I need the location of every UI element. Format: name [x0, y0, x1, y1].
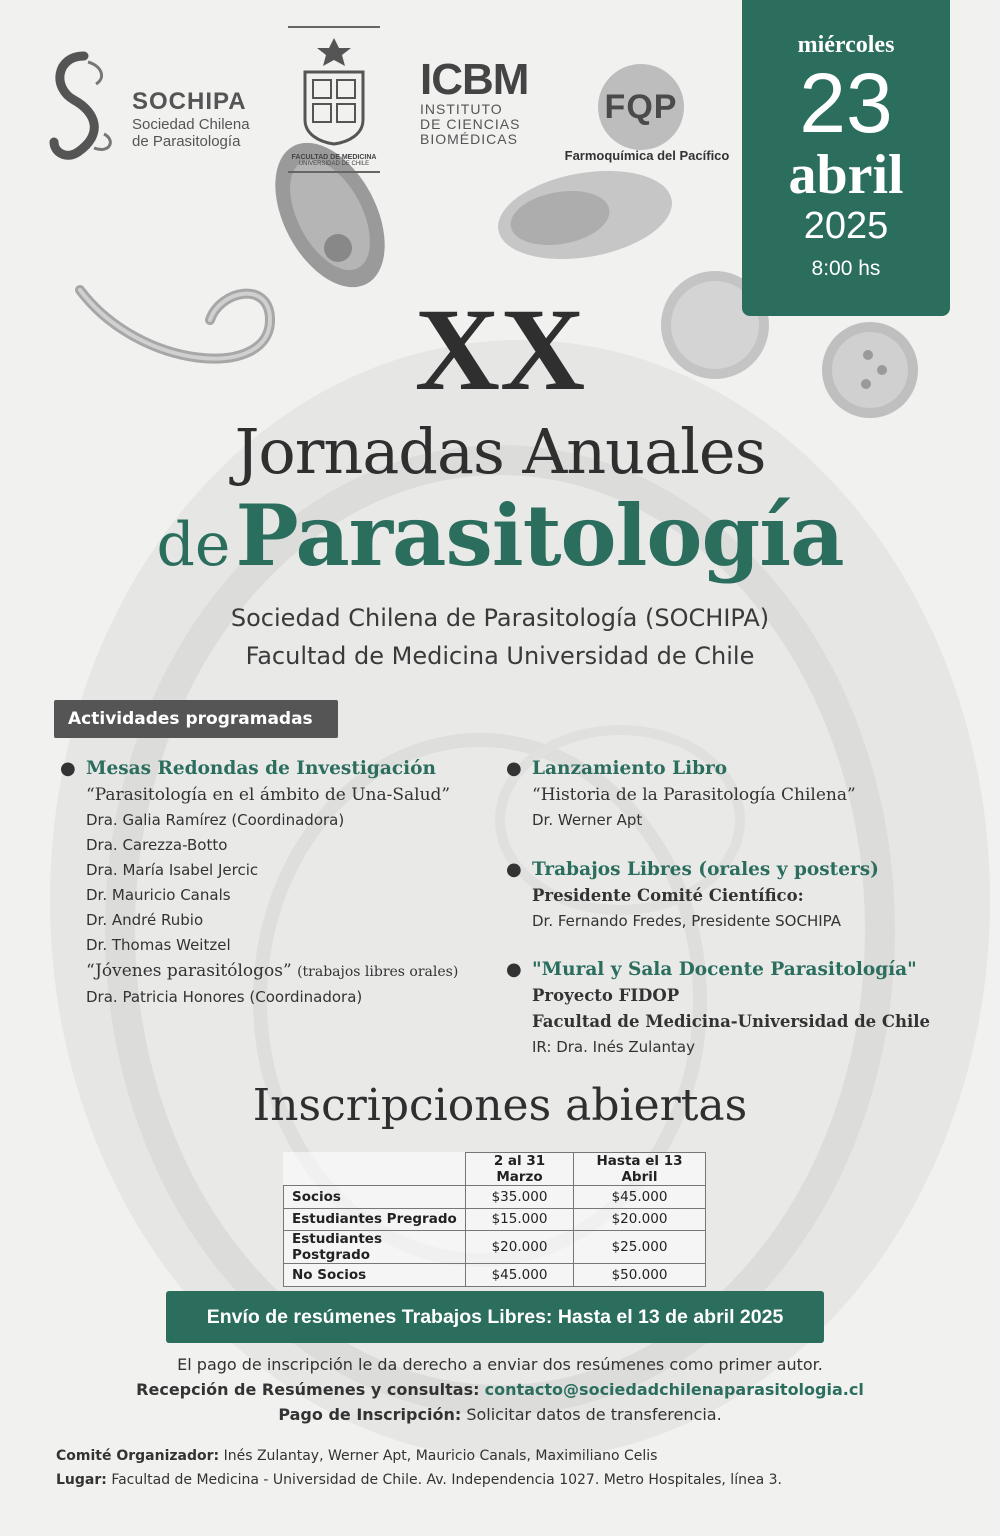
quote-note: (trabajos libres orales): [297, 964, 459, 980]
footer-comite: [56, 1448, 657, 1464]
activity-mesas: [60, 756, 459, 1010]
organizer-line-2: Facultad de Medicina Universidad de Chile: [245, 642, 755, 670]
edition-number: XX: [414, 284, 586, 415]
activity-line: Proyecto FIDOP: [532, 986, 680, 1005]
lugar-label: Lugar:: [56, 1472, 107, 1488]
row-label: No Socios: [284, 1264, 466, 1287]
sochipa-line1: Sociedad Chilena: [132, 116, 250, 133]
date-year: 2025: [803, 205, 889, 247]
bullet: ●: [506, 959, 522, 980]
facultad-sub: UNIVERSIDAD DE CHILE: [298, 161, 370, 167]
icbm-line2: DE CIENCIAS: [420, 116, 521, 132]
column-header: Hasta el 13 Abril: [574, 1153, 706, 1186]
contact-email-link[interactable]: contacto@sociedadchilenaparasitologia.cl: [484, 1380, 864, 1399]
footer-lugar: [56, 1472, 782, 1488]
event-date-box: [742, 0, 950, 316]
icbm-mark: ICBM: [420, 55, 529, 104]
bullet: ●: [506, 758, 522, 779]
date-weekday: miércoles: [797, 32, 895, 58]
fee-value: $20.000: [466, 1231, 574, 1264]
fee-table: [283, 1152, 706, 1287]
pago-text: Solicitar datos de transferencia.: [466, 1405, 722, 1424]
row-label: Socios: [284, 1186, 466, 1209]
crest-icon: [299, 36, 369, 146]
bullet: ●: [506, 859, 522, 880]
quote-text: “Jóvenes parasitólogos”: [86, 961, 292, 981]
subtitle-prefix: de: [156, 510, 231, 580]
icbm-logo: [420, 55, 530, 168]
comite-label: Comité Organizador:: [56, 1448, 220, 1464]
activity-libro: [506, 756, 856, 833]
organizer-line-1: Sociedad Chilena de Parasitología (SOCHIPA): [230, 604, 770, 632]
fee-value: $35.000: [466, 1186, 574, 1209]
fqp-name: Farmoquímica del Pacífico: [564, 148, 730, 163]
sochipa-line2: de Parasitología: [132, 133, 241, 150]
pago-label: Pago de Inscripción:: [278, 1405, 462, 1424]
facultad-medicina-logo: [288, 26, 380, 176]
table-corner: [284, 1153, 466, 1186]
fqp-mark: FQP: [598, 64, 684, 150]
person: IR: Dra. Inés Zulantay: [532, 1038, 695, 1056]
person: Dr. Thomas Weitzel: [86, 936, 231, 954]
sochipa-name: SOCHIPA: [132, 88, 247, 115]
icbm-line1: INSTITUTO: [420, 101, 503, 117]
activity-quote-2: [86, 958, 458, 985]
date-time: 8:00 hs: [811, 257, 881, 280]
date-month: abril: [788, 144, 904, 206]
activities-label: Actividades programadas: [54, 700, 338, 738]
lugar-text: Facultad de Medicina - Universidad de Chile. Av. Independencia 1027. Metro Hospitales, línea 3.: [111, 1472, 782, 1488]
comite-text: Inés Zulantay, Werner Apt, Mauricio Canals, Maximiliano Celis: [223, 1448, 658, 1464]
info-line-2: [0, 1380, 1000, 1399]
icbm-line3: BIOMÉDICAS: [420, 131, 518, 147]
activity-mural: [506, 957, 931, 1060]
deadline-banner: Envío de resúmenes Trabajos Libres: Hasta el 13 de abril 2025: [166, 1291, 824, 1343]
sochipa-logo: [44, 48, 274, 168]
event-subtitle: [0, 484, 1000, 612]
row-label: Estudiantes Pregrado: [284, 1208, 466, 1231]
activity-heading: "Mural y Sala Docente Parasitología": [532, 959, 917, 980]
table-row: [284, 1231, 706, 1264]
fee-value: $45.000: [574, 1186, 706, 1209]
subtitle-main: Parasitología: [235, 486, 844, 585]
bullet: ●: [60, 758, 76, 779]
activity-heading: Lanzamiento Libro: [532, 758, 728, 779]
activity-line: Facultad de Medicina-Universidad de Chile: [532, 1012, 931, 1031]
activity-heading: Trabajos Libres (orales y posters): [532, 859, 879, 880]
person: Dra. Patricia Honores (Coordinadora): [86, 988, 363, 1006]
table-row: [284, 1208, 706, 1231]
table-row: [284, 1264, 706, 1287]
fee-value: $20.000: [574, 1208, 706, 1231]
person: Dr. Fernando Fredes, Presidente SOCHIPA: [532, 912, 842, 930]
activity-quote: “Historia de la Parasitología Chilena”: [532, 785, 856, 805]
person: Dra. Galia Ramírez (Coordinadora): [86, 811, 345, 829]
activity-heading: Mesas Redondas de Investigación: [86, 758, 436, 779]
person: Dr. Werner Apt: [532, 811, 643, 829]
row-label: Estudiantes Postgrado: [284, 1231, 466, 1264]
info-line-3: [0, 1405, 1000, 1424]
date-day: 23: [799, 56, 893, 150]
table-header-row: [284, 1153, 706, 1186]
recepcion-label: Recepción de Resúmenes y consultas:: [136, 1380, 480, 1399]
person: Dr. Mauricio Canals: [86, 886, 231, 904]
activity-trabajos: [506, 857, 879, 934]
fee-value: $45.000: [466, 1264, 574, 1287]
fee-value: $15.000: [466, 1208, 574, 1231]
info-line-1: El pago de inscripción le da derecho a enviar dos resúmenes como primer autor.: [177, 1355, 823, 1374]
person: Dr. André Rubio: [86, 911, 204, 929]
fee-value: $50.000: [574, 1264, 706, 1287]
divider: [288, 171, 380, 173]
registration-title: Inscripciones abiertas: [252, 1080, 748, 1131]
facultad-name: FACULTAD DE MEDICINA: [291, 154, 377, 161]
event-title: Jornadas Anuales: [234, 415, 766, 488]
activity-quote: “Parasitología en el ámbito de Una-Salud”: [86, 785, 451, 805]
table-row: [284, 1186, 706, 1209]
activity-role: Presidente Comité Científico:: [532, 886, 804, 905]
fqp-logo: [552, 64, 742, 164]
divider: [288, 26, 380, 28]
column-header: 2 al 31 Marzo: [466, 1153, 574, 1186]
person: Dra. María Isabel Jercic: [86, 861, 259, 879]
fee-value: $25.000: [574, 1231, 706, 1264]
sochipa-serpent-icon: [44, 48, 124, 168]
person: Dra. Carezza-Botto: [86, 836, 228, 854]
